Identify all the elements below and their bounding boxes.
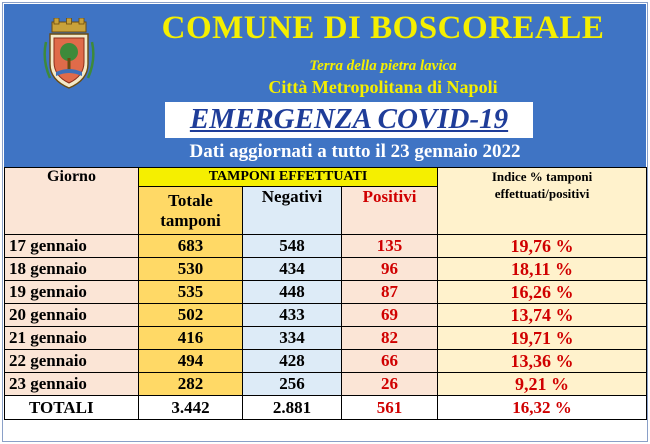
header-row-1 — [5, 168, 647, 187]
cell-positive: 66 — [342, 350, 438, 373]
cell-day: 20 gennaio — [5, 304, 139, 327]
totals-positive: 561 — [342, 396, 438, 420]
covid-test-table — [4, 167, 647, 420]
cell-total: 494 — [139, 350, 243, 373]
cell-total: 502 — [139, 304, 243, 327]
table-row — [5, 258, 647, 281]
cell-day: 22 gennaio — [5, 350, 139, 373]
totals-label: TOTALI — [5, 396, 139, 420]
cell-index: 18,11 % — [438, 258, 647, 281]
cell-index: 19,76 % — [438, 235, 647, 258]
motto: Terra della pietra lavica — [309, 58, 457, 74]
cell-day: 18 gennaio — [5, 258, 139, 281]
totals-index: 16,32 % — [438, 396, 647, 420]
cell-total: 530 — [139, 258, 243, 281]
cell-positive: 26 — [342, 373, 438, 396]
column-group-tests: TAMPONI EFFETTUATI — [139, 168, 438, 187]
totals-total: 3.442 — [139, 396, 243, 420]
table-row — [5, 327, 647, 350]
cell-index: 16,26 % — [438, 281, 647, 304]
city-name: Città Metropolitana di Napoli — [268, 77, 498, 97]
cell-negative: 448 — [243, 281, 342, 304]
column-header-day: Giorno — [5, 168, 139, 235]
table-row — [5, 235, 647, 258]
column-header-negative: Negativi — [243, 187, 342, 235]
cell-negative: 433 — [243, 304, 342, 327]
cell-day: 17 gennaio — [5, 235, 139, 258]
municipal-crest-icon — [42, 18, 96, 90]
cell-positive: 82 — [342, 327, 438, 350]
cell-positive: 87 — [342, 281, 438, 304]
cell-positive: 135 — [342, 235, 438, 258]
cell-total: 683 — [139, 235, 243, 258]
update-date: Dati aggiornati a tutto il 23 gennaio 2022 — [189, 141, 521, 162]
cell-negative: 256 — [243, 373, 342, 396]
cell-negative: 334 — [243, 327, 342, 350]
cell-negative: 428 — [243, 350, 342, 373]
cell-day: 23 gennaio — [5, 373, 139, 396]
table-row — [5, 304, 647, 327]
cell-positive: 69 — [342, 304, 438, 327]
cell-index: 13,36 % — [438, 350, 647, 373]
cell-positive: 96 — [342, 258, 438, 281]
cell-negative: 434 — [243, 258, 342, 281]
cell-index: 13,74 % — [438, 304, 647, 327]
column-header-total: Totale tamponi — [139, 187, 243, 235]
table-row — [5, 281, 647, 304]
totals-negative: 2.881 — [243, 396, 342, 420]
cell-total: 416 — [139, 327, 243, 350]
totals-row — [5, 396, 647, 420]
page-title: COMUNE DI BOSCOREALE — [161, 10, 605, 46]
cell-total: 535 — [139, 281, 243, 304]
cell-index: 19,71 % — [438, 327, 647, 350]
emergency-title: EMERGENZA COVID-19 — [189, 103, 509, 135]
cell-index: 9,21 % — [438, 373, 647, 396]
table-row — [5, 350, 647, 373]
cell-day: 21 gennaio — [5, 327, 139, 350]
cell-day: 19 gennaio — [5, 281, 139, 304]
column-header-positive: Positivi — [342, 187, 438, 235]
column-header-index: Indice % tamponi effettuati/positivi — [438, 168, 647, 235]
cell-negative: 548 — [243, 235, 342, 258]
cell-total: 282 — [139, 373, 243, 396]
table-row — [5, 373, 647, 396]
